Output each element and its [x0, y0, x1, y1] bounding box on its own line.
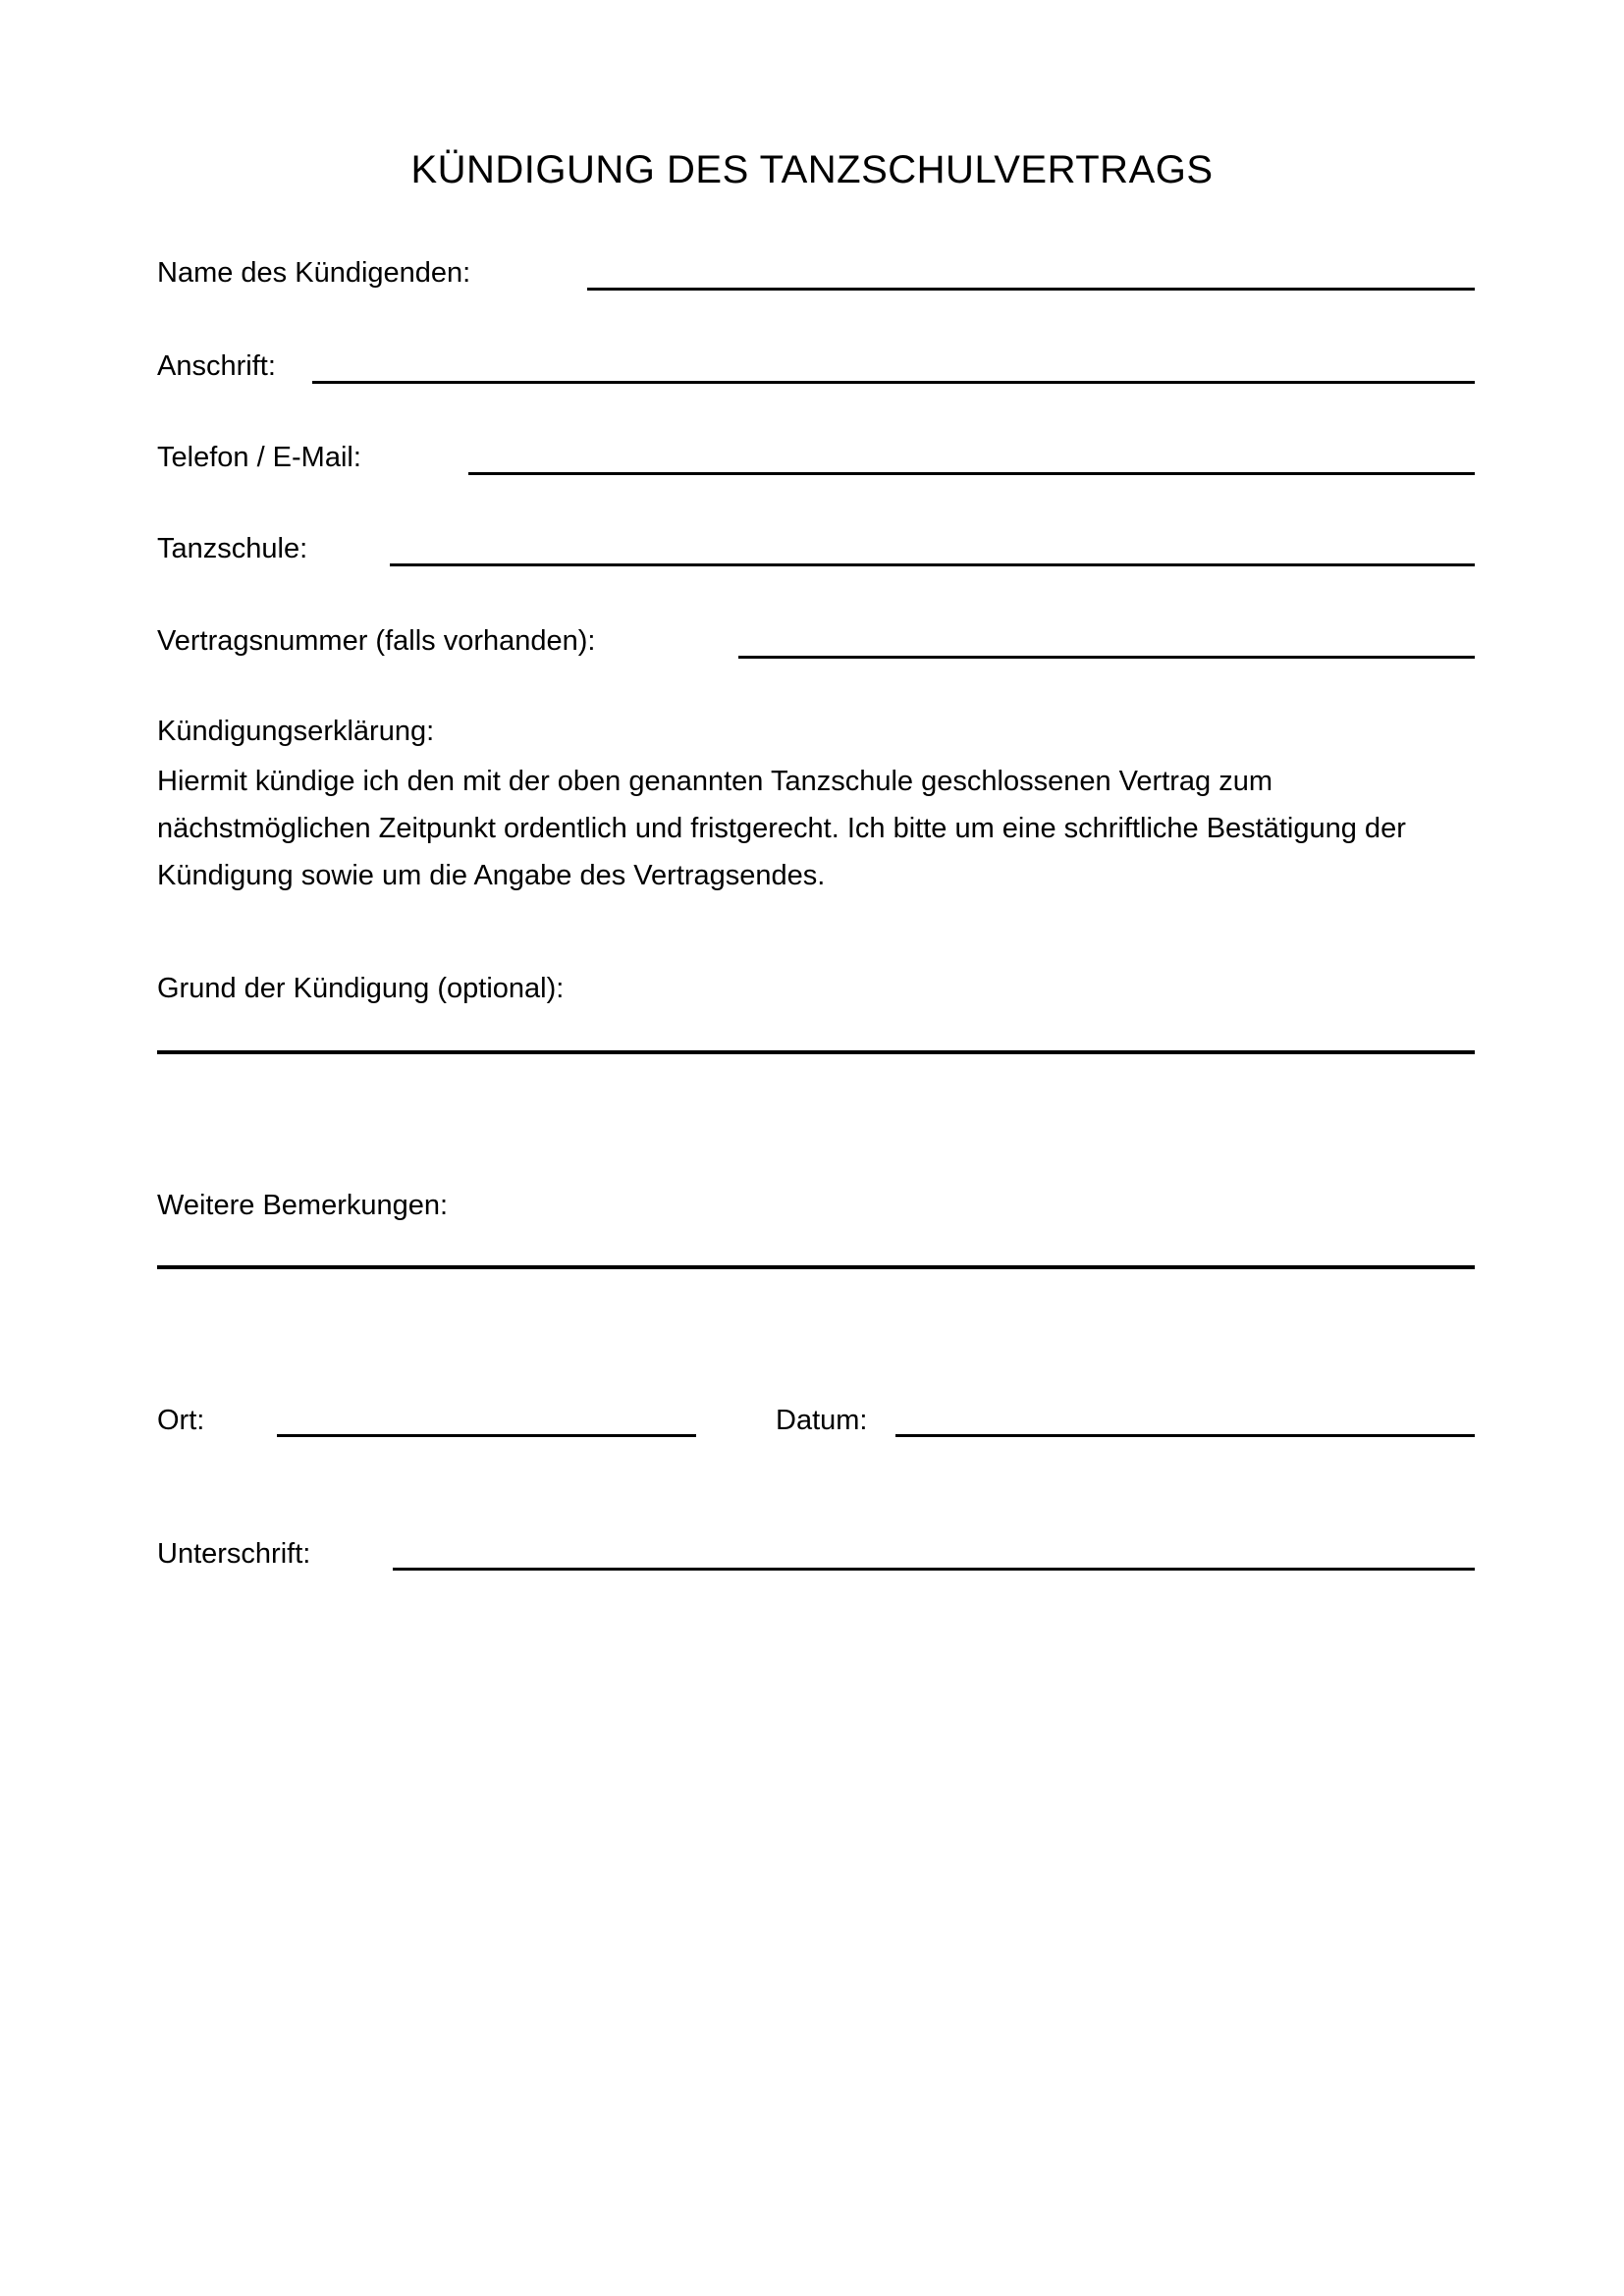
- telefon-email-field-label: Telefon / E-Mail:: [157, 442, 361, 473]
- declaration-heading: Kündigungserklärung:: [157, 716, 435, 747]
- field-row-telefon-email: [157, 432, 1475, 475]
- ort-input-line[interactable]: [277, 1434, 696, 1437]
- datum-field-label: Datum:: [776, 1405, 868, 1436]
- name-input-line[interactable]: [587, 252, 1475, 291]
- anschrift-field-label: Anschrift:: [157, 350, 276, 382]
- name-field-label: Name des Kündigenden:: [157, 257, 471, 289]
- tanzschule-input-line[interactable]: [390, 528, 1475, 566]
- tanzschule-field-label: Tanzschule:: [157, 533, 308, 564]
- field-row-anschrift: [157, 341, 1475, 384]
- field-row-name: [157, 247, 1475, 291]
- field-row-tanzschule: [157, 523, 1475, 566]
- field-row-vertragsnummer: [157, 615, 1475, 659]
- declaration-body: Hiermit kündige ich den mit der oben genannten Tanzschule geschlossenen Vertrag zum nächstmöglichen Zeitpunkt ordentlich und fristgerecht. Ich bitte um eine schriftliche Bestätigung der Kündigung sowie um die Angabe des Vertragsendes.: [157, 766, 1406, 891]
- grund-input-line[interactable]: [157, 1050, 1475, 1054]
- unterschrift-input-line[interactable]: [393, 1568, 1475, 1571]
- vertragsnummer-input-line[interactable]: [738, 620, 1475, 659]
- ort-field-label: Ort:: [157, 1405, 205, 1436]
- anschrift-input-line[interactable]: [312, 346, 1475, 384]
- page-title: KÜNDIGUNG DES TANZSCHULVERTRAGS: [410, 147, 1214, 191]
- telefon-email-input-line[interactable]: [468, 437, 1475, 475]
- bemerkungen-input-line[interactable]: [157, 1265, 1475, 1269]
- unterschrift-field-label: Unterschrift:: [157, 1538, 311, 1570]
- vertragsnummer-field-label: Vertragsnummer (falls vorhanden):: [157, 625, 596, 657]
- datum-input-line[interactable]: [895, 1434, 1475, 1437]
- grund-field-label: Grund der Kündigung (optional):: [157, 973, 565, 1004]
- bemerkungen-field-label: Weitere Bemerkungen:: [157, 1190, 449, 1221]
